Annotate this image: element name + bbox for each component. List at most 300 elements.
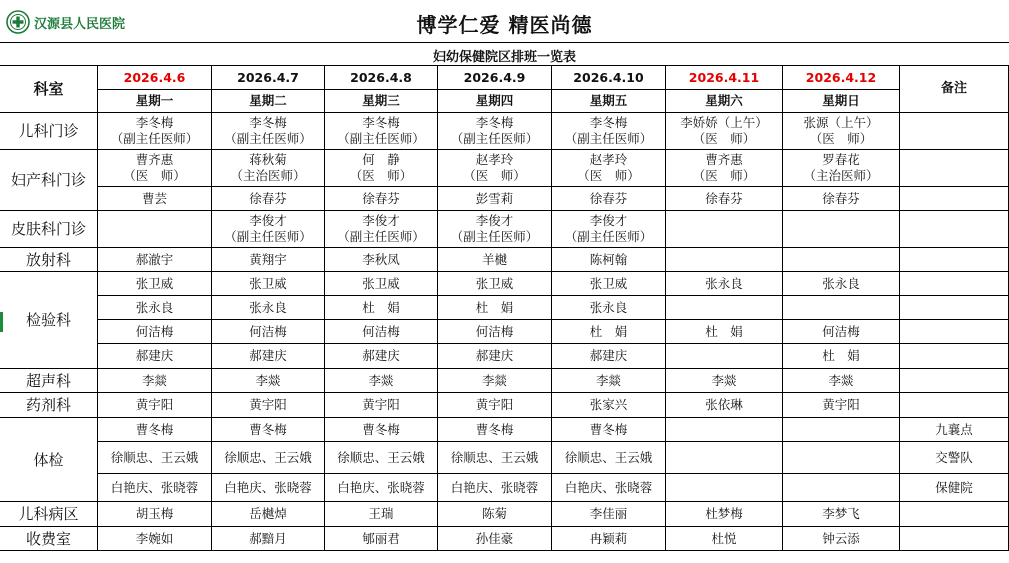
schedule-cell[interactable] <box>98 393 212 418</box>
cell-text-line: 皮肤科门诊 <box>10 220 86 238</box>
schedule-cell[interactable] <box>212 187 325 211</box>
schedule-cell[interactable] <box>438 442 552 474</box>
schedule-cell[interactable] <box>552 442 666 474</box>
row-selection-marker <box>0 312 3 332</box>
cell-text-line: 赵孝玲 <box>589 152 628 167</box>
cell-text-line: 曹齐惠 <box>135 152 174 167</box>
schedule-cell[interactable] <box>438 150 552 187</box>
schedule-cell[interactable] <box>98 211 212 248</box>
cell-text-line: 何洁梅 <box>135 323 174 339</box>
cell-text-line: 张永良 <box>705 275 743 291</box>
remark-cell[interactable] <box>900 211 1009 248</box>
schedule-cell[interactable] <box>212 474 325 502</box>
schedule-cell[interactable] <box>325 344 438 369</box>
date-header <box>98 66 212 90</box>
schedule-cell[interactable] <box>666 320 783 344</box>
cell-text-line: 儿科门诊 <box>18 122 79 140</box>
remark-cell[interactable] <box>900 527 1009 551</box>
remark-cell[interactable] <box>900 113 1009 150</box>
cell-text-line: 郝建庆 <box>135 348 174 363</box>
schedule-cell[interactable] <box>666 502 783 527</box>
weekday-header <box>438 90 552 113</box>
schedule-cell[interactable] <box>438 296 552 320</box>
cell-text-line: （副主任医师） <box>450 131 539 146</box>
cell-text-line: 徐顺忠、王云娥 <box>337 449 425 465</box>
schedule-cell[interactable] <box>783 187 900 211</box>
cell-text-line: 张永良 <box>822 275 860 291</box>
remark-cell[interactable] <box>900 272 1009 296</box>
page-subtitle: 妇幼保健院区排班一览表 <box>432 50 576 65</box>
cell-text-line: 九襄点 <box>935 421 973 437</box>
schedule-cell[interactable] <box>783 320 900 344</box>
cell-text-line: 体检 <box>33 450 64 469</box>
cell-text-line: 李燚 <box>368 372 394 388</box>
schedule-cell[interactable] <box>552 502 666 527</box>
cell-text-line: 李燚 <box>481 372 507 388</box>
schedule-cell[interactable] <box>212 344 325 369</box>
schedule-cell[interactable] <box>666 187 783 211</box>
department-label <box>0 272 98 369</box>
schedule-cell[interactable] <box>783 442 900 474</box>
schedule-cell[interactable] <box>98 442 212 474</box>
remark-cell[interactable] <box>900 393 1009 418</box>
cell-text-line: 胡玉梅 <box>135 506 174 521</box>
cell-text-line: 杜 娟 <box>362 299 400 315</box>
cell-text-line: 郝黯月 <box>249 530 287 546</box>
cell-text-line: 白艳庆、张晓蓉 <box>564 479 653 495</box>
cell-text-line: 2026.4.9 <box>463 69 526 85</box>
cell-text-line: 陈柯翰 <box>589 251 628 267</box>
schedule-cell[interactable] <box>98 418 212 442</box>
cell-text-line: 放射科 <box>25 250 71 269</box>
schedule-cell[interactable] <box>438 474 552 502</box>
cell-text-line: 2026.4.12 <box>805 69 877 85</box>
schedule-cell[interactable] <box>98 527 212 551</box>
schedule-cell[interactable] <box>212 418 325 442</box>
schedule-cell[interactable] <box>98 248 212 272</box>
cell-text-line: 徐春芬 <box>822 190 860 206</box>
schedule-cell[interactable] <box>552 369 666 393</box>
remark-cell[interactable] <box>900 320 1009 344</box>
schedule-cell[interactable] <box>783 344 900 369</box>
schedule-cell[interactable] <box>783 248 900 272</box>
cell-text-line: 罗春花 <box>822 152 860 167</box>
schedule-cell[interactable] <box>98 296 212 320</box>
cell-text-line: 星期六 <box>705 93 743 108</box>
cell-text-line: 张永良 <box>589 299 628 315</box>
cell-text-line: 郝建庆 <box>475 348 514 363</box>
cell-text-line: 保健院 <box>935 479 973 495</box>
schedule-cell[interactable] <box>666 248 783 272</box>
remark-cell[interactable] <box>900 474 1009 502</box>
cell-text-line: 李俊才 <box>249 213 287 228</box>
hospital-name: 汉源县人民医院 <box>34 16 126 32</box>
cell-text-line: 白艳庆、张晓蓉 <box>337 479 425 495</box>
department-label <box>0 527 98 551</box>
cell-text-line: 徐顺忠、王云娥 <box>224 449 312 465</box>
schedule-cell[interactable] <box>212 369 325 393</box>
cell-text-line: 王瑞 <box>368 506 394 521</box>
schedule-cell[interactable] <box>98 320 212 344</box>
schedule-cell[interactable] <box>552 418 666 442</box>
schedule-cell[interactable] <box>666 344 783 369</box>
cell-text-line: 星期日 <box>822 93 860 108</box>
cell-text-line: 白艳庆、张晓蓉 <box>110 479 199 495</box>
department-label <box>0 502 98 527</box>
cell-text-line: （副主任医师） <box>564 229 653 244</box>
cell-text-line: 妇产科门诊 <box>10 171 86 189</box>
cell-text-line: 李梦飞 <box>822 506 860 521</box>
cell-text-line: 张家兴 <box>589 397 628 412</box>
schedule-cell[interactable] <box>212 393 325 418</box>
cell-text-line: 曹冬梅 <box>589 421 628 437</box>
schedule-cell[interactable] <box>325 248 438 272</box>
cell-text-line: 李燚 <box>711 372 737 388</box>
cell-text-line: （医 师） <box>463 168 526 183</box>
cell-text-line: 何洁梅 <box>822 323 860 339</box>
schedule-cell[interactable] <box>552 211 666 248</box>
cell-text-line: 白艳庆、张晓蓉 <box>450 479 539 495</box>
cell-text-line: （副主任医师） <box>224 131 312 146</box>
cell-text-line: 备注 <box>940 81 967 96</box>
schedule-cell[interactable] <box>783 150 900 187</box>
cell-text-line: （副主任医师） <box>564 131 653 146</box>
schedule-cell[interactable] <box>666 418 783 442</box>
remark-cell[interactable] <box>900 248 1009 272</box>
schedule-cell[interactable] <box>325 442 438 474</box>
cell-text-line: 白艳庆、张晓蓉 <box>224 479 312 495</box>
department-label <box>0 113 98 150</box>
schedule-cell[interactable] <box>98 150 212 187</box>
cell-text-line: 李娇娇（上午） <box>680 115 768 130</box>
remarks-column-header <box>900 66 1009 113</box>
schedule-cell[interactable] <box>552 296 666 320</box>
schedule-cell[interactable] <box>98 272 212 296</box>
cell-text-line: （副主任医师） <box>337 229 425 244</box>
cell-text-line: 郇丽君 <box>362 530 400 546</box>
schedule-cell[interactable] <box>212 527 325 551</box>
cell-text-line: 李燚 <box>141 372 167 388</box>
schedule-cell[interactable] <box>666 369 783 393</box>
schedule-cell[interactable] <box>325 113 438 150</box>
schedule-cell[interactable] <box>212 113 325 150</box>
schedule-cell[interactable] <box>552 248 666 272</box>
schedule-cell[interactable] <box>552 393 666 418</box>
cell-text-line: （副主任医师） <box>337 131 425 146</box>
cell-text-line: 何洁梅 <box>362 323 400 339</box>
cell-text-line: 何 静 <box>362 152 400 167</box>
remark-cell[interactable] <box>900 442 1009 474</box>
date-header <box>666 66 783 90</box>
cell-text-line: 郝建庆 <box>589 348 628 363</box>
cell-text-line: 张卫威 <box>135 275 174 291</box>
schedule-cell[interactable] <box>325 393 438 418</box>
cell-text-line: 李冬梅 <box>135 115 174 130</box>
schedule-cell[interactable] <box>98 474 212 502</box>
schedule-cell[interactable] <box>212 248 325 272</box>
schedule-cell[interactable] <box>552 113 666 150</box>
schedule-cell[interactable] <box>783 369 900 393</box>
cell-text-line: （医 师） <box>123 168 186 183</box>
schedule-cell[interactable] <box>212 272 325 296</box>
cell-text-line: 李燚 <box>255 372 281 388</box>
schedule-cell[interactable] <box>438 248 552 272</box>
schedule-cell[interactable] <box>98 369 212 393</box>
schedule-cell[interactable] <box>438 369 552 393</box>
schedule-cell[interactable] <box>783 296 900 320</box>
date-header <box>783 66 900 90</box>
schedule-cell[interactable] <box>325 320 438 344</box>
schedule-cell[interactable] <box>666 527 783 551</box>
cell-text-line: 黄宇阳 <box>822 397 860 412</box>
cell-text-line: 星期五 <box>589 93 628 108</box>
dept-column-header <box>0 66 98 113</box>
cell-text-line: 徐春芬 <box>705 190 743 206</box>
schedule-cell[interactable] <box>783 211 900 248</box>
weekday-header <box>325 90 438 113</box>
schedule-cell[interactable] <box>552 344 666 369</box>
cell-text-line: 张卫威 <box>249 275 287 291</box>
schedule-cell[interactable] <box>783 272 900 296</box>
cell-text-line: 2026.4.7 <box>237 69 299 85</box>
department-label <box>0 393 98 418</box>
schedule-cell[interactable] <box>552 150 666 187</box>
page-title: 博学仁爱 精医尚德 <box>416 13 593 37</box>
cell-text-line: 检验科 <box>25 311 71 329</box>
cell-text-line: （医 师） <box>692 131 756 146</box>
schedule-cell[interactable] <box>438 502 552 527</box>
cell-text-line: 曹冬梅 <box>249 421 287 437</box>
cell-text-line: 星期三 <box>362 93 400 108</box>
cell-text-line: 曹冬梅 <box>475 421 514 437</box>
cell-text-line: 星期四 <box>475 93 514 108</box>
cell-text-line: 徐顺忠、王云娥 <box>110 449 199 465</box>
schedule-cell[interactable] <box>438 272 552 296</box>
cell-text-line: 张源（上午） <box>803 115 879 130</box>
schedule-cell[interactable] <box>438 527 552 551</box>
weekday-header <box>212 90 325 113</box>
cell-text-line: 超声科 <box>25 371 71 390</box>
remark-cell[interactable] <box>900 296 1009 320</box>
weekday-header <box>783 90 900 113</box>
cell-text-line: 黄翔宇 <box>249 251 287 267</box>
cell-text-line: 张永良 <box>135 299 174 315</box>
cell-text-line: 彭雪莉 <box>475 190 514 206</box>
schedule-cell[interactable] <box>783 393 900 418</box>
schedule-cell[interactable] <box>783 418 900 442</box>
schedule-cell[interactable] <box>666 296 783 320</box>
schedule-cell[interactable] <box>666 393 783 418</box>
cell-text-line: 徐顺忠、王云娥 <box>564 449 653 465</box>
cell-text-line: 2026.4.10 <box>573 69 644 85</box>
schedule-cell[interactable] <box>438 320 552 344</box>
cell-text-line: 2026.4.8 <box>350 69 412 85</box>
remark-cell[interactable] <box>900 418 1009 442</box>
cell-text-line: 徐春芬 <box>249 190 287 206</box>
schedule-cell[interactable] <box>98 344 212 369</box>
cell-text-line: 黄宇阳 <box>249 397 287 412</box>
cell-text-line: 科室 <box>33 80 64 98</box>
schedule-cell[interactable] <box>325 418 438 442</box>
schedule-cell[interactable] <box>98 187 212 211</box>
cell-text-line: （主治医师） <box>230 168 306 183</box>
cell-text-line: 杜 娟 <box>475 299 514 315</box>
schedule-cell[interactable] <box>438 344 552 369</box>
cell-text-line: 张永良 <box>249 299 287 315</box>
schedule-cell[interactable] <box>783 527 900 551</box>
cell-text-line: 曹芸 <box>141 190 167 206</box>
schedule-cell[interactable] <box>552 474 666 502</box>
department-label <box>0 369 98 393</box>
schedule-cell[interactable] <box>438 418 552 442</box>
cell-text-line: 冉颖莉 <box>589 530 628 546</box>
schedule-cell[interactable] <box>666 442 783 474</box>
cell-text-line: 黄宇阳 <box>362 397 400 412</box>
cell-text-line: 曹齐惠 <box>705 152 743 167</box>
remark-cell[interactable] <box>900 150 1009 187</box>
cell-text-line: 何洁梅 <box>249 323 287 339</box>
date-header <box>438 66 552 90</box>
schedule-cell[interactable] <box>325 211 438 248</box>
cell-text-line: 李冬梅 <box>589 115 628 130</box>
cell-text-line: 李燚 <box>828 372 854 388</box>
cell-text-line: 郝建庆 <box>362 348 400 363</box>
date-header <box>325 66 438 90</box>
schedule-cell[interactable] <box>438 187 552 211</box>
schedule-cell[interactable] <box>783 113 900 150</box>
schedule-cell[interactable] <box>438 113 552 150</box>
cell-text-line: 2026.4.6 <box>123 69 186 85</box>
schedule-cell[interactable] <box>783 502 900 527</box>
cell-text-line: 徐顺忠、王云娥 <box>450 449 539 465</box>
remark-cell[interactable] <box>900 187 1009 211</box>
schedule-cell[interactable] <box>552 527 666 551</box>
cell-text-line: 杜 娟 <box>705 323 743 339</box>
cell-text-line: 郝建庆 <box>249 348 287 363</box>
cell-text-line: 星期二 <box>249 93 287 108</box>
schedule-cell[interactable] <box>325 527 438 551</box>
cell-text-line: 羊樾 <box>481 251 507 267</box>
cell-text-line: 陈菊 <box>481 506 507 521</box>
schedule-cell[interactable] <box>666 272 783 296</box>
cell-text-line: （主治医师） <box>803 168 879 183</box>
cell-text-line: 李冬梅 <box>475 115 514 130</box>
schedule-cell[interactable] <box>783 474 900 502</box>
cell-text-line: 儿科病区 <box>18 505 79 523</box>
schedule-cell[interactable] <box>325 369 438 393</box>
department-label <box>0 248 98 272</box>
schedule-cell[interactable] <box>212 442 325 474</box>
schedule-cell[interactable] <box>212 296 325 320</box>
schedule-cell[interactable] <box>552 320 666 344</box>
schedule-cell[interactable] <box>325 187 438 211</box>
cell-text-line: 李俊才 <box>475 213 514 228</box>
cell-text-line: 黄宇阳 <box>135 397 174 412</box>
cell-text-line: 郝澈宇 <box>135 251 174 267</box>
cell-text-line: 2026.4.11 <box>688 69 760 85</box>
schedule-cell[interactable] <box>552 187 666 211</box>
cell-text-line: 李冬梅 <box>249 115 287 130</box>
weekday-header <box>552 90 666 113</box>
schedule-cell[interactable] <box>212 502 325 527</box>
cell-text-line: 星期一 <box>135 93 174 108</box>
remark-cell[interactable] <box>900 502 1009 527</box>
weekday-header <box>666 90 783 113</box>
cell-text-line: 李佳丽 <box>589 506 628 521</box>
department-label <box>0 211 98 248</box>
cell-text-line: 杜悦 <box>711 530 737 546</box>
cell-text-line: （医 师） <box>809 131 873 146</box>
schedule-cell[interactable] <box>325 296 438 320</box>
schedule-cell[interactable] <box>212 320 325 344</box>
schedule-cell[interactable] <box>325 272 438 296</box>
department-label <box>0 418 98 502</box>
cell-text-line: 张卫威 <box>589 275 628 291</box>
schedule-cell[interactable] <box>438 393 552 418</box>
cell-text-line: 收费室 <box>25 529 71 548</box>
cell-text-line: 徐春芬 <box>362 190 400 206</box>
schedule-cell[interactable] <box>325 502 438 527</box>
remark-cell[interactable] <box>900 344 1009 369</box>
schedule-cell[interactable] <box>666 113 783 150</box>
schedule-cell[interactable] <box>438 211 552 248</box>
cell-text-line: 孙佳豪 <box>475 530 514 546</box>
cell-text-line: 杜梦梅 <box>705 506 743 521</box>
schedule-cell[interactable] <box>325 474 438 502</box>
date-header <box>212 66 325 90</box>
cell-text-line: 李婉如 <box>135 530 174 546</box>
cell-text-line: 李燚 <box>595 372 621 388</box>
schedule-cell[interactable] <box>98 113 212 150</box>
schedule-cell[interactable] <box>212 150 325 187</box>
cell-text-line: （医 师） <box>577 168 640 183</box>
cell-text-line: （副主任医师） <box>450 229 539 244</box>
cell-text-line: 张卫威 <box>475 275 514 291</box>
cell-text-line: （医 师） <box>349 168 413 183</box>
cell-text-line: 交警队 <box>935 449 973 465</box>
cell-text-line: 何洁梅 <box>475 323 514 339</box>
schedule-cell[interactable] <box>325 150 438 187</box>
cell-text-line: 杜 娟 <box>589 323 628 339</box>
cell-text-line: 李俊才 <box>589 213 628 228</box>
schedule-cell[interactable] <box>666 474 783 502</box>
cell-text-line: 张依琳 <box>705 397 743 412</box>
remark-cell[interactable] <box>900 369 1009 393</box>
date-header <box>552 66 666 90</box>
weekday-header <box>98 90 212 113</box>
schedule-cell[interactable] <box>552 272 666 296</box>
cell-text-line: 岳樾焯 <box>249 506 287 521</box>
cell-text-line: 曹冬梅 <box>135 421 174 437</box>
schedule-cell[interactable] <box>212 211 325 248</box>
schedule-cell[interactable] <box>98 502 212 527</box>
cell-text-line: 李俊才 <box>362 213 400 228</box>
cell-text-line: 蒋秋菊 <box>249 152 287 167</box>
schedule-cell[interactable] <box>666 150 783 187</box>
schedule-cell[interactable] <box>666 211 783 248</box>
cell-text-line: 李秋凤 <box>362 251 400 267</box>
cell-text-line: 药剂科 <box>25 396 71 414</box>
cell-text-line: （副主任医师） <box>110 131 199 146</box>
cell-text-line: （副主任医师） <box>224 229 312 244</box>
cell-text-line: 李冬梅 <box>362 115 400 130</box>
cell-text-line: 曹冬梅 <box>362 421 400 437</box>
cell-text-line: 张卫威 <box>362 275 400 291</box>
cell-text-line: 钟云添 <box>822 530 860 546</box>
department-label <box>0 150 98 211</box>
cell-text-line: （医 师） <box>692 168 756 183</box>
cell-text-line: 赵孝玲 <box>475 152 514 167</box>
